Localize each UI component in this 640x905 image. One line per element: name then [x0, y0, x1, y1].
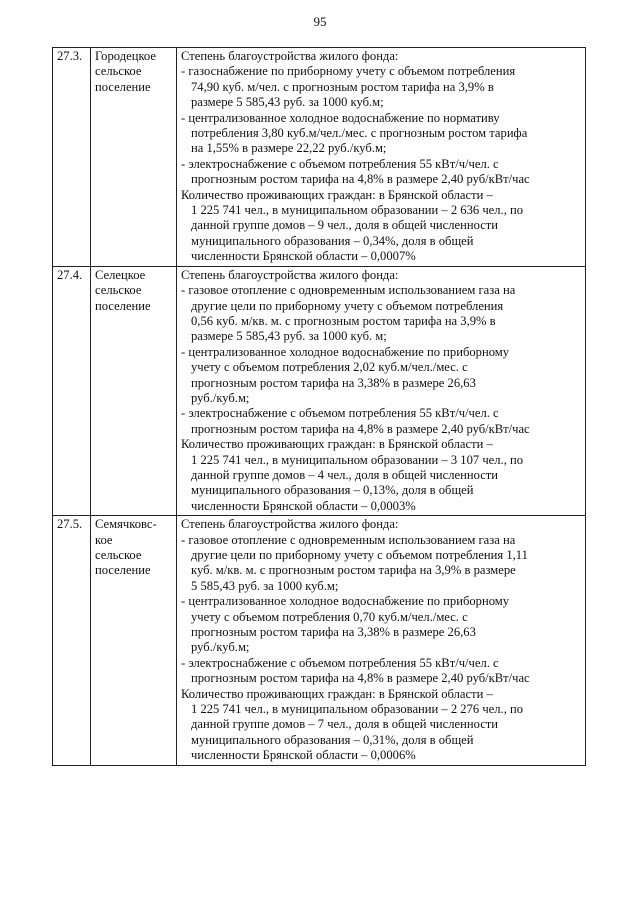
description-line: 74,90 куб. м/чел. с прогнозным ростом тарифа на 3,9% в	[191, 79, 494, 94]
row-number: 27.5.	[53, 516, 91, 766]
description-line: - газоснабжение по приборному учету с объемом потребления	[181, 64, 516, 79]
description-line: - централизованное холодное водоснабжение по приборному	[181, 344, 510, 359]
settlement-name: Семячковс- кое сельское поселение	[91, 516, 177, 766]
description-line: прогнозным ростом тарифа на 3,38% в размере 26,63	[191, 625, 476, 640]
description-line: муниципального образования – 0,34%, доля в общей	[191, 233, 474, 248]
description-line: - электроснабжение с объемом потребления 55 кВт/ч/чел. с	[181, 406, 499, 421]
description-line: Степень благоустройства жилого фонда:	[181, 517, 399, 532]
description-line: данной группе домов – 4 чел., доля в общей численности	[191, 467, 499, 482]
description-line: потребления 3,80 куб.м/чел./мес. с прогнозным ростом тарифа	[191, 126, 528, 141]
table-body	[53, 48, 586, 766]
description-line: данной группе домов – 9 чел., доля в общей численности	[191, 218, 499, 233]
description-line: - централизованное холодное водоснабжение по нормативу	[181, 110, 500, 125]
description-line: муниципального образования – 0,13%, доля в общей	[191, 483, 474, 498]
description-line: куб. м/кв. м. с прогнозным ростом тарифа на 3,9% в размере	[191, 563, 516, 578]
table-row	[53, 266, 586, 516]
settlement-name: Селецкое сельское поселение	[91, 266, 177, 516]
description-line: Количество проживающих граждан: в Брянской области –	[181, 686, 493, 701]
description-line: на 1,55% в размере 22,22 руб./куб.м;	[191, 141, 387, 156]
row-number: 27.4.	[53, 266, 91, 516]
page-number: 95	[313, 14, 327, 29]
description-line: данной группе домов – 7 чел., доля в общей численности	[191, 717, 499, 732]
description-line: руб./куб.м;	[191, 390, 250, 405]
description-line: учету с объемом потребления 2,02 куб.м/чел./мес. с	[191, 360, 468, 375]
description-line: прогнозным ростом тарифа на 4,8% в размере 2,40 руб/кВт/час	[191, 172, 530, 187]
description-line: - газовое отопление с одновременным использованием газа на	[181, 532, 516, 547]
description-line: 1 225 741 чел., в муниципальном образовании – 2 636 чел., по	[191, 203, 524, 218]
description-line: размере 5 585,43 руб. за 1000 куб. м;	[191, 329, 387, 344]
description-line: руб./куб.м;	[191, 640, 250, 655]
description-line: прогнозным ростом тарифа на 3,38% в размере 26,63	[191, 375, 476, 390]
description-line: другие цели по приборному учету с объемом потребления 1,11	[191, 548, 528, 562]
description-line: - электроснабжение с объемом потребления 55 кВт/ч/чел. с	[181, 655, 499, 670]
description-line: прогнозным ростом тарифа на 4,8% в размере 2,40 руб/кВт/час	[191, 671, 530, 686]
description-line: - газовое отопление с одновременным использованием газа на	[181, 283, 516, 298]
description-line: Степень благоустройства жилого фонда:	[181, 267, 399, 282]
description-line: Количество проживающих граждан: в Брянской области –	[181, 187, 493, 202]
table-row	[53, 516, 586, 766]
description-line: 0,56 куб. м/кв. м. с прогнозным ростом тарифа на 3,9% в	[191, 313, 496, 328]
description-line: Количество проживающих граждан: в Брянской области –	[181, 437, 493, 452]
row-number: 27.3.	[53, 48, 91, 267]
settlement-name: Городецкое сельское поселение	[91, 48, 177, 267]
description-line: численности Брянской области – 0,0006%	[191, 748, 416, 763]
settlements-table	[52, 47, 586, 766]
description-line: Степень благоустройства жилого фонда:	[181, 49, 399, 63]
description-line: размере 5 585,43 руб. за 1000 куб.м;	[191, 95, 384, 110]
description-line: численности Брянской области – 0,0003%	[191, 498, 416, 513]
description-line: учету с объемом потребления 0,70 куб.м/чел./мес. с	[191, 609, 468, 624]
description-line: 1 225 741 чел., в муниципальном образовании – 2 276 чел., по	[191, 702, 524, 717]
settlement-description	[177, 48, 586, 267]
description-line: 5 585,43 руб. за 1000 куб.м;	[191, 578, 339, 593]
description-line: другие цели по приборному учету с объемом потребления	[191, 298, 504, 313]
description-line: муниципального образования – 0,31%, доля в общей	[191, 732, 474, 747]
settlement-description	[177, 516, 586, 766]
description-line: 1 225 741 чел., в муниципальном образовании – 3 107 чел., по	[191, 452, 524, 467]
description-line: - электроснабжение с объемом потребления 55 кВт/ч/чел. с	[181, 156, 499, 171]
settlement-description	[177, 266, 586, 516]
table-row	[53, 48, 586, 267]
description-line: - централизованное холодное водоснабжение по приборному	[181, 594, 510, 609]
description-line: прогнозным ростом тарифа на 4,8% в размере 2,40 руб/кВт/час	[191, 421, 530, 436]
description-line: численности Брянской области – 0,0007%	[191, 249, 416, 264]
